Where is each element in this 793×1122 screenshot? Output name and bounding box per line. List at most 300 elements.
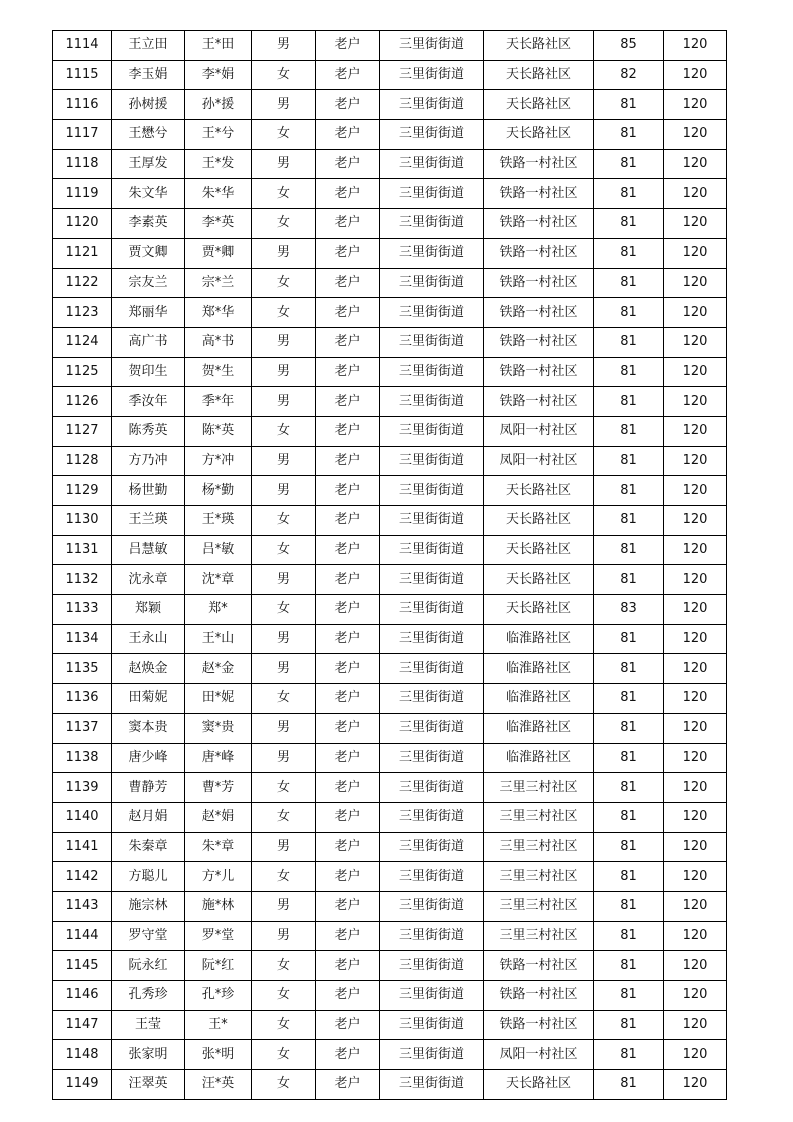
cell-subdistrict: 三里街街道: [380, 1010, 484, 1040]
cell-household-type: 老户: [316, 862, 380, 892]
cell-amount: 120: [664, 802, 727, 832]
cell-household-type: 老户: [316, 60, 380, 90]
cell-subdistrict: 三里街街道: [380, 476, 484, 506]
cell-masked-name: 王*田: [185, 31, 252, 61]
cell-masked-name: 贺*生: [185, 357, 252, 387]
cell-gender: 女: [252, 535, 316, 565]
cell-masked-name: 赵*娟: [185, 802, 252, 832]
cell-subdistrict: 三里街街道: [380, 149, 484, 179]
cell-community: 凤阳一村社区: [484, 416, 594, 446]
cell-age: 81: [594, 832, 664, 862]
cell-serial-number: 1125: [53, 357, 112, 387]
cell-masked-name: 杨*勤: [185, 476, 252, 506]
table-row: [53, 1070, 727, 1100]
cell-masked-name: 宗*兰: [185, 268, 252, 298]
cell-subdistrict: 三里街街道: [380, 506, 484, 536]
cell-subdistrict: 三里街街道: [380, 713, 484, 743]
cell-amount: 120: [664, 506, 727, 536]
cell-community: 凤阳一村社区: [484, 1040, 594, 1070]
cell-gender: 女: [252, 416, 316, 446]
cell-age: 81: [594, 149, 664, 179]
cell-age: 81: [594, 713, 664, 743]
cell-amount: 120: [664, 832, 727, 862]
cell-full-name: 朱文华: [112, 179, 185, 209]
cell-amount: 120: [664, 90, 727, 120]
table-row: [53, 773, 727, 803]
table-row: [53, 476, 727, 506]
cell-masked-name: 吕*敏: [185, 535, 252, 565]
cell-amount: 120: [664, 31, 727, 61]
cell-gender: 女: [252, 684, 316, 714]
cell-serial-number: 1139: [53, 773, 112, 803]
cell-serial-number: 1137: [53, 713, 112, 743]
table-row: [53, 1010, 727, 1040]
cell-community: 天长路社区: [484, 506, 594, 536]
table-row: [53, 31, 727, 61]
cell-amount: 120: [664, 921, 727, 951]
cell-household-type: 老户: [316, 31, 380, 61]
cell-full-name: 唐少峰: [112, 743, 185, 773]
cell-community: 临淮路社区: [484, 743, 594, 773]
cell-subdistrict: 三里街街道: [380, 565, 484, 595]
cell-age: 82: [594, 60, 664, 90]
cell-community: 铁路一村社区: [484, 179, 594, 209]
cell-subdistrict: 三里街街道: [380, 298, 484, 328]
cell-amount: 120: [664, 862, 727, 892]
cell-community: 天长路社区: [484, 565, 594, 595]
cell-amount: 120: [664, 298, 727, 328]
cell-full-name: 宗友兰: [112, 268, 185, 298]
cell-age: 81: [594, 951, 664, 981]
cell-gender: 男: [252, 90, 316, 120]
cell-serial-number: 1118: [53, 149, 112, 179]
table-row: [53, 535, 727, 565]
cell-gender: 男: [252, 357, 316, 387]
table-row: [53, 565, 727, 595]
cell-age: 81: [594, 921, 664, 951]
cell-serial-number: 1134: [53, 624, 112, 654]
cell-masked-name: 方*儿: [185, 862, 252, 892]
cell-gender: 女: [252, 268, 316, 298]
cell-household-type: 老户: [316, 624, 380, 654]
cell-community: 铁路一村社区: [484, 209, 594, 239]
cell-serial-number: 1116: [53, 90, 112, 120]
table-row: [53, 951, 727, 981]
cell-serial-number: 1145: [53, 951, 112, 981]
cell-serial-number: 1117: [53, 120, 112, 150]
cell-community: 铁路一村社区: [484, 951, 594, 981]
cell-serial-number: 1140: [53, 802, 112, 832]
cell-amount: 120: [664, 595, 727, 625]
cell-subdistrict: 三里街街道: [380, 90, 484, 120]
cell-serial-number: 1127: [53, 416, 112, 446]
cell-age: 81: [594, 565, 664, 595]
cell-full-name: 施宗林: [112, 891, 185, 921]
cell-serial-number: 1114: [53, 31, 112, 61]
cell-subdistrict: 三里街街道: [380, 535, 484, 565]
cell-household-type: 老户: [316, 802, 380, 832]
cell-gender: 女: [252, 773, 316, 803]
table-row: [53, 149, 727, 179]
cell-age: 81: [594, 179, 664, 209]
cell-subdistrict: 三里街街道: [380, 624, 484, 654]
cell-amount: 120: [664, 1070, 727, 1100]
table-row: [53, 921, 727, 951]
cell-community: 天长路社区: [484, 90, 594, 120]
cell-subdistrict: 三里街街道: [380, 1040, 484, 1070]
cell-masked-name: 施*林: [185, 891, 252, 921]
cell-gender: 女: [252, 981, 316, 1011]
cell-masked-name: 朱*章: [185, 832, 252, 862]
cell-gender: 女: [252, 209, 316, 239]
cell-amount: 120: [664, 476, 727, 506]
table-row: [53, 416, 727, 446]
cell-community: 临淮路社区: [484, 713, 594, 743]
cell-gender: 女: [252, 862, 316, 892]
cell-community: 天长路社区: [484, 476, 594, 506]
cell-household-type: 老户: [316, 684, 380, 714]
cell-serial-number: 1115: [53, 60, 112, 90]
cell-household-type: 老户: [316, 535, 380, 565]
cell-full-name: 孔秀珍: [112, 981, 185, 1011]
cell-serial-number: 1133: [53, 595, 112, 625]
roster-table-body: [53, 31, 727, 1100]
cell-gender: 男: [252, 713, 316, 743]
cell-full-name: 曹静芳: [112, 773, 185, 803]
cell-community: 铁路一村社区: [484, 327, 594, 357]
cell-full-name: 季汝年: [112, 387, 185, 417]
cell-age: 81: [594, 298, 664, 328]
cell-community: 天长路社区: [484, 595, 594, 625]
cell-serial-number: 1135: [53, 654, 112, 684]
roster-table: [52, 30, 727, 1100]
table-row: [53, 1040, 727, 1070]
cell-gender: 男: [252, 387, 316, 417]
cell-gender: 男: [252, 891, 316, 921]
cell-household-type: 老户: [316, 298, 380, 328]
cell-full-name: 王兰瑛: [112, 506, 185, 536]
cell-community: 凤阳一村社区: [484, 446, 594, 476]
table-row: [53, 624, 727, 654]
cell-serial-number: 1119: [53, 179, 112, 209]
cell-subdistrict: 三里街街道: [380, 120, 484, 150]
cell-gender: 男: [252, 149, 316, 179]
cell-serial-number: 1141: [53, 832, 112, 862]
cell-age: 81: [594, 1010, 664, 1040]
table-row: [53, 327, 727, 357]
cell-masked-name: 高*书: [185, 327, 252, 357]
cell-household-type: 老户: [316, 743, 380, 773]
cell-amount: 120: [664, 654, 727, 684]
cell-household-type: 老户: [316, 773, 380, 803]
cell-masked-name: 孙*援: [185, 90, 252, 120]
cell-masked-name: 窦*贵: [185, 713, 252, 743]
cell-gender: 男: [252, 238, 316, 268]
cell-masked-name: 李*英: [185, 209, 252, 239]
cell-community: 铁路一村社区: [484, 1010, 594, 1040]
cell-gender: 女: [252, 60, 316, 90]
cell-age: 81: [594, 387, 664, 417]
cell-age: 81: [594, 476, 664, 506]
cell-serial-number: 1138: [53, 743, 112, 773]
cell-age: 81: [594, 654, 664, 684]
cell-full-name: 罗守堂: [112, 921, 185, 951]
cell-age: 81: [594, 268, 664, 298]
cell-masked-name: 郑*: [185, 595, 252, 625]
cell-community: 三里三村社区: [484, 921, 594, 951]
cell-masked-name: 罗*堂: [185, 921, 252, 951]
cell-full-name: 朱秦章: [112, 832, 185, 862]
cell-subdistrict: 三里街街道: [380, 209, 484, 239]
cell-full-name: 郑丽华: [112, 298, 185, 328]
cell-serial-number: 1142: [53, 862, 112, 892]
cell-household-type: 老户: [316, 506, 380, 536]
cell-serial-number: 1136: [53, 684, 112, 714]
cell-serial-number: 1123: [53, 298, 112, 328]
cell-subdistrict: 三里街街道: [380, 268, 484, 298]
cell-age: 81: [594, 535, 664, 565]
cell-masked-name: 田*妮: [185, 684, 252, 714]
cell-household-type: 老户: [316, 921, 380, 951]
cell-community: 铁路一村社区: [484, 238, 594, 268]
cell-subdistrict: 三里街街道: [380, 802, 484, 832]
cell-community: 铁路一村社区: [484, 149, 594, 179]
cell-serial-number: 1132: [53, 565, 112, 595]
cell-age: 81: [594, 446, 664, 476]
cell-masked-name: 贾*卿: [185, 238, 252, 268]
table-row: [53, 446, 727, 476]
cell-subdistrict: 三里街街道: [380, 60, 484, 90]
cell-masked-name: 沈*章: [185, 565, 252, 595]
cell-gender: 男: [252, 31, 316, 61]
cell-amount: 120: [664, 416, 727, 446]
cell-full-name: 孙树援: [112, 90, 185, 120]
cell-household-type: 老户: [316, 1040, 380, 1070]
cell-masked-name: 曹*芳: [185, 773, 252, 803]
table-row: [53, 120, 727, 150]
cell-community: 天长路社区: [484, 120, 594, 150]
cell-full-name: 吕慧敏: [112, 535, 185, 565]
cell-amount: 120: [664, 357, 727, 387]
cell-community: 天长路社区: [484, 60, 594, 90]
table-row: [53, 179, 727, 209]
cell-community: 临淮路社区: [484, 654, 594, 684]
cell-community: 铁路一村社区: [484, 268, 594, 298]
cell-age: 81: [594, 773, 664, 803]
table-row: [53, 387, 727, 417]
cell-masked-name: 王*兮: [185, 120, 252, 150]
cell-age: 81: [594, 1040, 664, 1070]
cell-full-name: 阮永红: [112, 951, 185, 981]
cell-serial-number: 1148: [53, 1040, 112, 1070]
cell-serial-number: 1122: [53, 268, 112, 298]
cell-household-type: 老户: [316, 416, 380, 446]
cell-gender: 男: [252, 446, 316, 476]
table-row: [53, 595, 727, 625]
cell-serial-number: 1131: [53, 535, 112, 565]
cell-household-type: 老户: [316, 268, 380, 298]
table-row: [53, 298, 727, 328]
cell-full-name: 贺印生: [112, 357, 185, 387]
cell-masked-name: 赵*金: [185, 654, 252, 684]
cell-subdistrict: 三里街街道: [380, 446, 484, 476]
cell-household-type: 老户: [316, 832, 380, 862]
cell-serial-number: 1144: [53, 921, 112, 951]
cell-amount: 120: [664, 149, 727, 179]
cell-full-name: 赵月娟: [112, 802, 185, 832]
cell-subdistrict: 三里街街道: [380, 862, 484, 892]
cell-gender: 女: [252, 298, 316, 328]
cell-serial-number: 1121: [53, 238, 112, 268]
cell-community: 天长路社区: [484, 31, 594, 61]
cell-age: 81: [594, 238, 664, 268]
cell-household-type: 老户: [316, 565, 380, 595]
cell-household-type: 老户: [316, 476, 380, 506]
cell-age: 85: [594, 31, 664, 61]
cell-gender: 男: [252, 624, 316, 654]
cell-full-name: 李素英: [112, 209, 185, 239]
cell-gender: 男: [252, 565, 316, 595]
cell-masked-name: 张*明: [185, 1040, 252, 1070]
cell-age: 83: [594, 595, 664, 625]
table-row: [53, 268, 727, 298]
cell-age: 81: [594, 624, 664, 654]
cell-household-type: 老户: [316, 713, 380, 743]
table-row: [53, 832, 727, 862]
cell-gender: 女: [252, 506, 316, 536]
cell-subdistrict: 三里街街道: [380, 179, 484, 209]
cell-amount: 120: [664, 179, 727, 209]
cell-household-type: 老户: [316, 238, 380, 268]
cell-subdistrict: 三里街街道: [380, 951, 484, 981]
cell-age: 81: [594, 802, 664, 832]
cell-serial-number: 1120: [53, 209, 112, 239]
cell-household-type: 老户: [316, 446, 380, 476]
cell-community: 铁路一村社区: [484, 981, 594, 1011]
cell-age: 81: [594, 862, 664, 892]
cell-amount: 120: [664, 891, 727, 921]
table-row: [53, 684, 727, 714]
cell-subdistrict: 三里街街道: [380, 981, 484, 1011]
cell-full-name: 王莹: [112, 1010, 185, 1040]
cell-household-type: 老户: [316, 387, 380, 417]
cell-gender: 女: [252, 179, 316, 209]
cell-amount: 120: [664, 1010, 727, 1040]
cell-serial-number: 1130: [53, 506, 112, 536]
cell-amount: 120: [664, 743, 727, 773]
table-row: [53, 743, 727, 773]
cell-amount: 120: [664, 209, 727, 239]
cell-full-name: 杨世勤: [112, 476, 185, 506]
cell-age: 81: [594, 120, 664, 150]
cell-age: 81: [594, 891, 664, 921]
table-row: [53, 654, 727, 684]
cell-household-type: 老户: [316, 1010, 380, 1040]
cell-household-type: 老户: [316, 149, 380, 179]
cell-household-type: 老户: [316, 90, 380, 120]
table-row: [53, 60, 727, 90]
cell-subdistrict: 三里街街道: [380, 743, 484, 773]
cell-serial-number: 1143: [53, 891, 112, 921]
cell-amount: 120: [664, 60, 727, 90]
cell-gender: 男: [252, 743, 316, 773]
cell-masked-name: 王*发: [185, 149, 252, 179]
cell-household-type: 老户: [316, 654, 380, 684]
cell-amount: 120: [664, 951, 727, 981]
cell-community: 铁路一村社区: [484, 387, 594, 417]
cell-household-type: 老户: [316, 951, 380, 981]
cell-full-name: 赵焕金: [112, 654, 185, 684]
cell-full-name: 陈秀英: [112, 416, 185, 446]
cell-masked-name: 汪*英: [185, 1070, 252, 1100]
cell-community: 三里三村社区: [484, 891, 594, 921]
table-row: [53, 713, 727, 743]
cell-community: 铁路一村社区: [484, 298, 594, 328]
cell-amount: 120: [664, 446, 727, 476]
table-row: [53, 238, 727, 268]
cell-subdistrict: 三里街街道: [380, 357, 484, 387]
cell-serial-number: 1149: [53, 1070, 112, 1100]
table-row: [53, 506, 727, 536]
cell-community: 天长路社区: [484, 1070, 594, 1100]
cell-full-name: 方聪儿: [112, 862, 185, 892]
cell-community: 临淮路社区: [484, 624, 594, 654]
table-row: [53, 209, 727, 239]
cell-household-type: 老户: [316, 327, 380, 357]
cell-amount: 120: [664, 565, 727, 595]
cell-gender: 女: [252, 802, 316, 832]
cell-amount: 120: [664, 268, 727, 298]
cell-masked-name: 陈*英: [185, 416, 252, 446]
cell-gender: 女: [252, 1040, 316, 1070]
table-row: [53, 90, 727, 120]
cell-household-type: 老户: [316, 1070, 380, 1100]
cell-age: 81: [594, 416, 664, 446]
cell-household-type: 老户: [316, 120, 380, 150]
cell-masked-name: 王*: [185, 1010, 252, 1040]
cell-full-name: 王厚发: [112, 149, 185, 179]
cell-subdistrict: 三里街街道: [380, 832, 484, 862]
cell-age: 81: [594, 981, 664, 1011]
cell-community: 三里三村社区: [484, 832, 594, 862]
cell-full-name: 高广书: [112, 327, 185, 357]
cell-amount: 120: [664, 773, 727, 803]
cell-community: 三里三村社区: [484, 862, 594, 892]
cell-full-name: 王懋兮: [112, 120, 185, 150]
table-row: [53, 862, 727, 892]
cell-household-type: 老户: [316, 981, 380, 1011]
cell-gender: 男: [252, 476, 316, 506]
cell-subdistrict: 三里街街道: [380, 684, 484, 714]
cell-gender: 女: [252, 951, 316, 981]
cell-amount: 120: [664, 120, 727, 150]
cell-masked-name: 阮*红: [185, 951, 252, 981]
cell-subdistrict: 三里街街道: [380, 416, 484, 446]
cell-age: 81: [594, 684, 664, 714]
cell-full-name: 王永山: [112, 624, 185, 654]
cell-subdistrict: 三里街街道: [380, 654, 484, 684]
cell-subdistrict: 三里街街道: [380, 773, 484, 803]
cell-community: 临淮路社区: [484, 684, 594, 714]
cell-gender: 男: [252, 654, 316, 684]
cell-amount: 120: [664, 238, 727, 268]
cell-gender: 女: [252, 1070, 316, 1100]
cell-full-name: 田菊妮: [112, 684, 185, 714]
cell-masked-name: 郑*华: [185, 298, 252, 328]
cell-amount: 120: [664, 624, 727, 654]
cell-subdistrict: 三里街街道: [380, 387, 484, 417]
cell-gender: 男: [252, 832, 316, 862]
